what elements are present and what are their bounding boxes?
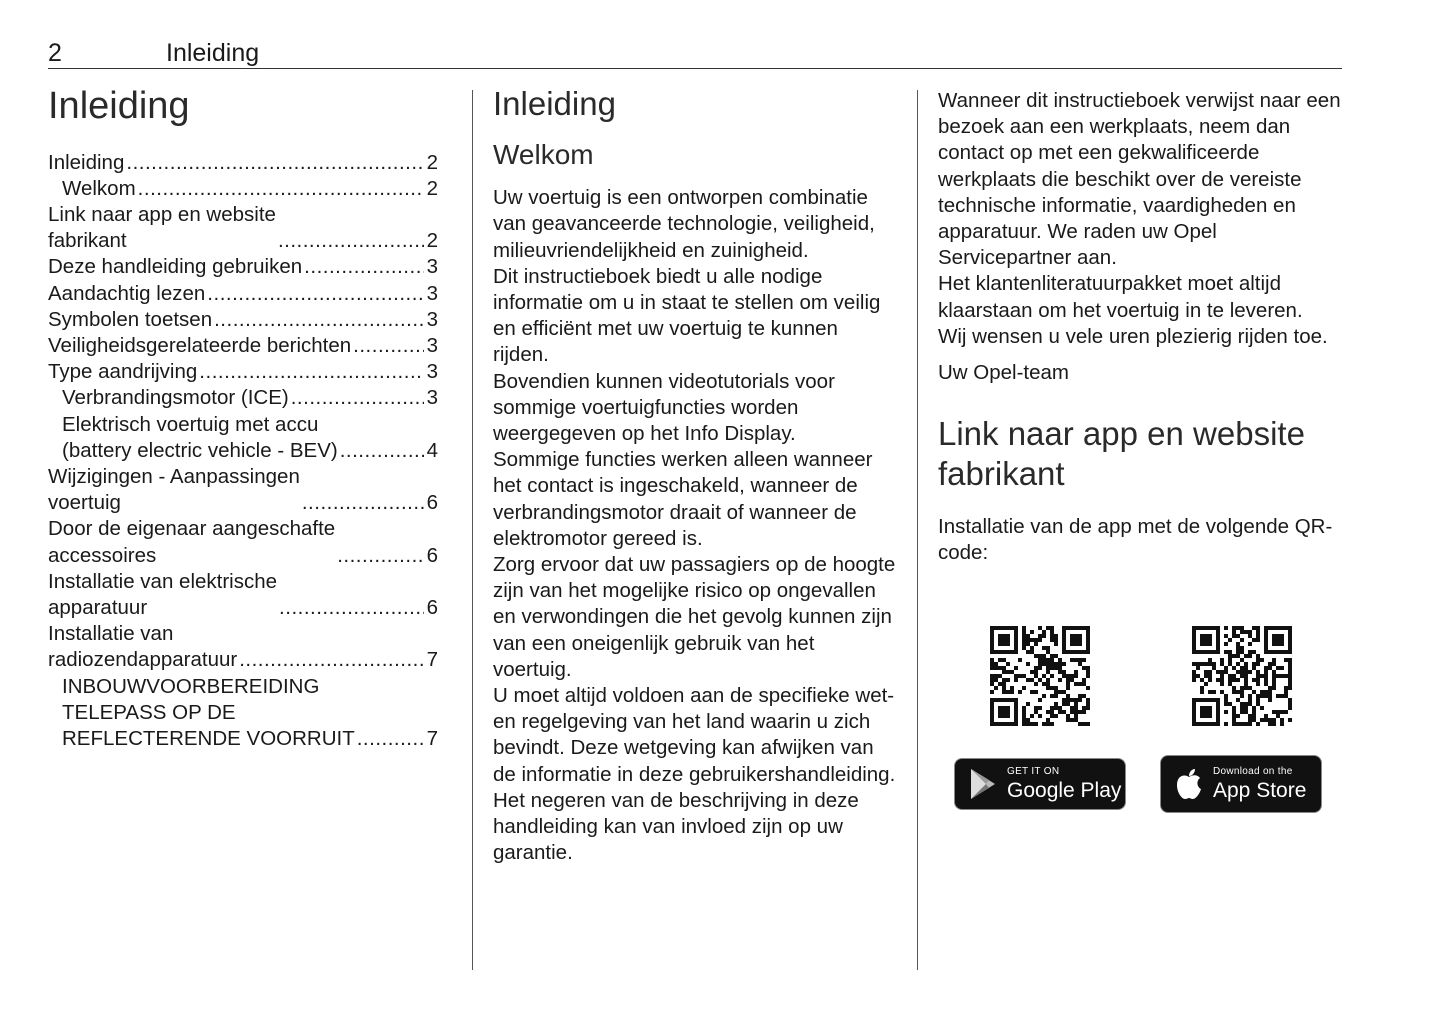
- paragraph: Zorg ervoor dat uw passagiers op de hoogte zijn van het mogelijke risico op ongevallen en verwondingen die het gevolg kunnen zijn van een oneigenlijk gebruik van het voertuig.: [493, 553, 896, 681]
- toc-entry-line: INBOUWVOORBEREIDING: [62, 674, 320, 698]
- toc-page-number: 6: [426, 491, 438, 515]
- toc-entry-title: Type aandrijving: [48, 360, 198, 384]
- paragraph: U moet altijd voldoen aan de specifieke wet- en regelgeving van het land waarin u zich bevindt. Deze wetgeving kan afwijken van de informatie in deze gebruikershandleiding.: [493, 684, 896, 786]
- badge-store-name: App Store: [1213, 779, 1307, 802]
- toc-leader-dots: [239, 647, 424, 673]
- toc-entry[interactable]: [48, 202, 438, 254]
- badge-caption: GET IT ON: [1007, 766, 1060, 777]
- intro-column: [493, 80, 898, 866]
- toc-entry-title: Welkom: [62, 176, 136, 200]
- paragraph: Dit instructieboek biedt u alle nodige informatie om u in staat te stellen om veilig en efficiënt met uw voertuig te kunnen rijden.: [493, 264, 881, 367]
- toc-entry-title: Symbolen toetsen: [48, 307, 213, 331]
- toc-entry[interactable]: [48, 333, 438, 359]
- toc-page-number: 3: [426, 386, 438, 410]
- toc-entry[interactable]: [48, 307, 438, 333]
- column-divider: [917, 90, 918, 970]
- toc-entry-line: Installatie van elektrische: [48, 569, 278, 593]
- paragraph: Het negeren van de beschrijving in deze handleiding kan van invloed zijn op uw garantie.: [493, 788, 859, 865]
- paragraph: Uw voertuig is een ontworpen combinatie van geavanceerde technologie, veiligheid, milieuvriendelijkheid en zuinigheid.: [493, 186, 875, 262]
- toc-page-number: 3: [426, 281, 438, 305]
- paragraph: Wanneer dit instructieboek verwijst naar een bezoek aan een werkplaats, neem dan contact op met een gekwalificeerde werkplaats die beschikt over de vereiste technische informatie, vaardigheden en apparatuur. We raden uw Opel Servicepartner aan.: [938, 89, 1341, 270]
- toc-column: [48, 80, 438, 752]
- toc-entry[interactable]: [48, 281, 438, 307]
- app-store-badge[interactable]: [1160, 755, 1322, 813]
- toc-entry-title: Veiligheidsgerelateerde berichten: [48, 334, 352, 358]
- badge-caption: Download on the: [1213, 766, 1293, 777]
- subsection-heading: Welkom: [493, 138, 594, 170]
- google-play-badge[interactable]: [954, 758, 1126, 810]
- toc-leader-dots: [278, 228, 424, 254]
- toc-entry-title: Deze handleiding gebruiken: [48, 255, 303, 279]
- toc-entry[interactable]: [48, 150, 438, 176]
- toc-entry[interactable]: [48, 176, 438, 202]
- toc-entry-line: fabrikant: [48, 229, 127, 253]
- paragraph: Bovendien kunnen videotutorials voor sommige voertuigfuncties worden weergegeven op het Info Display.: [493, 369, 835, 446]
- toc-entry[interactable]: [48, 674, 438, 753]
- third-column: [938, 88, 1343, 566]
- toc-leader-dots: [340, 438, 424, 464]
- toc-page-number: 3: [426, 334, 438, 358]
- toc-heading: Inleiding: [48, 85, 190, 127]
- column-divider: [472, 90, 473, 970]
- qr-code-android[interactable]: [990, 626, 1090, 726]
- qr-intro: Installatie van de app met de volgende QR-code:: [938, 515, 1333, 565]
- toc-page-number: 2: [426, 176, 438, 200]
- toc-page-number: 6: [426, 596, 438, 620]
- toc-entry-line: Link naar app en website: [48, 203, 276, 226]
- toc-entry-title: [48, 516, 335, 568]
- toc-entry-line: Door de eigenaar aangeschafte: [48, 517, 336, 541]
- toc-entry[interactable]: [48, 412, 438, 464]
- toc-entry-line: TELEPASS OP DE: [62, 700, 236, 724]
- toc-entry-title: [48, 569, 277, 621]
- running-title: Inleiding: [166, 39, 260, 67]
- toc-entry[interactable]: [48, 359, 438, 385]
- toc-entry-line: Elektrisch voertuig met accu: [62, 412, 319, 436]
- toc-entry-line: radiozendapparatuur: [48, 648, 238, 672]
- toc-entry-title: [62, 412, 338, 464]
- google-play-icon: [965, 766, 1001, 802]
- toc-page-number: 7: [426, 727, 438, 751]
- toc-entry[interactable]: [48, 516, 438, 568]
- toc-page-number: 2: [426, 150, 438, 174]
- section-heading: Inleiding: [493, 85, 616, 122]
- intro-body: [493, 185, 898, 866]
- apple-icon: [1171, 766, 1207, 802]
- toc-leader-dots: [337, 543, 424, 569]
- toc-entry-title: [62, 674, 355, 753]
- toc-entry-line: apparatuur: [48, 596, 148, 620]
- toc-entry[interactable]: [48, 464, 438, 516]
- toc-entry-title: [48, 464, 300, 516]
- toc-entry[interactable]: [48, 569, 438, 621]
- workshop-body: [938, 88, 1343, 350]
- section-heading: Link naar app en website fabrikant: [938, 415, 1305, 493]
- toc-leader-dots: [214, 307, 424, 333]
- toc-leader-dots: [199, 359, 424, 385]
- badge-store-name: Google Play: [1007, 779, 1122, 802]
- toc-entry-title: [48, 621, 237, 673]
- paragraph: Sommige functies werken alleen wanneer het contact is ingeschakeld, wanneer de verbrandingsmotor draait of wanneer de elektromotor gereed is.: [493, 448, 873, 550]
- toc-entry-title: Aandachtig lezen: [48, 281, 206, 305]
- toc-entry-title: [48, 202, 276, 254]
- signoff: Uw Opel-team: [938, 361, 1070, 385]
- toc-page-number: 3: [426, 255, 438, 279]
- toc-page-number: 6: [426, 543, 438, 567]
- toc-page-number: 3: [426, 360, 438, 384]
- qr-code-ios[interactable]: [1192, 626, 1292, 726]
- toc-entry-line: Wijzigingen - Aanpassingen: [48, 465, 300, 489]
- paragraph: Wij wensen u vele uren plezierig rijden toe.: [938, 324, 1328, 348]
- toc-entry-line: REFLECTERENDE VOORRUIT: [62, 727, 355, 751]
- toc-leader-dots: [304, 254, 424, 280]
- toc-leader-dots: [353, 333, 424, 359]
- toc-entry[interactable]: [48, 385, 438, 411]
- toc-page-number: 7: [426, 648, 438, 672]
- toc-leader-dots: [279, 595, 424, 621]
- toc-entry[interactable]: [48, 254, 438, 280]
- app-links: [938, 626, 1343, 826]
- toc-leader-dots: [357, 726, 424, 752]
- toc-page-number: 2: [426, 229, 438, 253]
- page-number: 2: [48, 39, 62, 67]
- paragraph: Het klantenliteratuurpakket moet altijd klaarstaan om het voertuig in te leveren.: [938, 272, 1303, 322]
- toc-entry-title: Inleiding: [48, 150, 125, 174]
- toc-leader-dots: [207, 281, 424, 307]
- toc-list: [48, 150, 438, 753]
- running-header: [48, 38, 1342, 69]
- toc-leader-dots: [291, 385, 424, 411]
- toc-page-number: 3: [426, 307, 438, 331]
- toc-entry-line: (battery electric vehicle - BEV): [62, 438, 338, 462]
- toc-entry[interactable]: [48, 621, 438, 673]
- toc-entry-title: Verbrandingsmotor (ICE): [62, 386, 289, 410]
- toc-leader-dots: [126, 150, 424, 176]
- toc-entry-line: accessoires: [48, 543, 157, 567]
- toc-page-number: 4: [426, 438, 438, 462]
- toc-entry-line: Installatie van: [48, 622, 174, 646]
- toc-leader-dots: [138, 176, 424, 202]
- toc-entry-line: voertuig: [48, 491, 121, 515]
- toc-leader-dots: [302, 490, 424, 516]
